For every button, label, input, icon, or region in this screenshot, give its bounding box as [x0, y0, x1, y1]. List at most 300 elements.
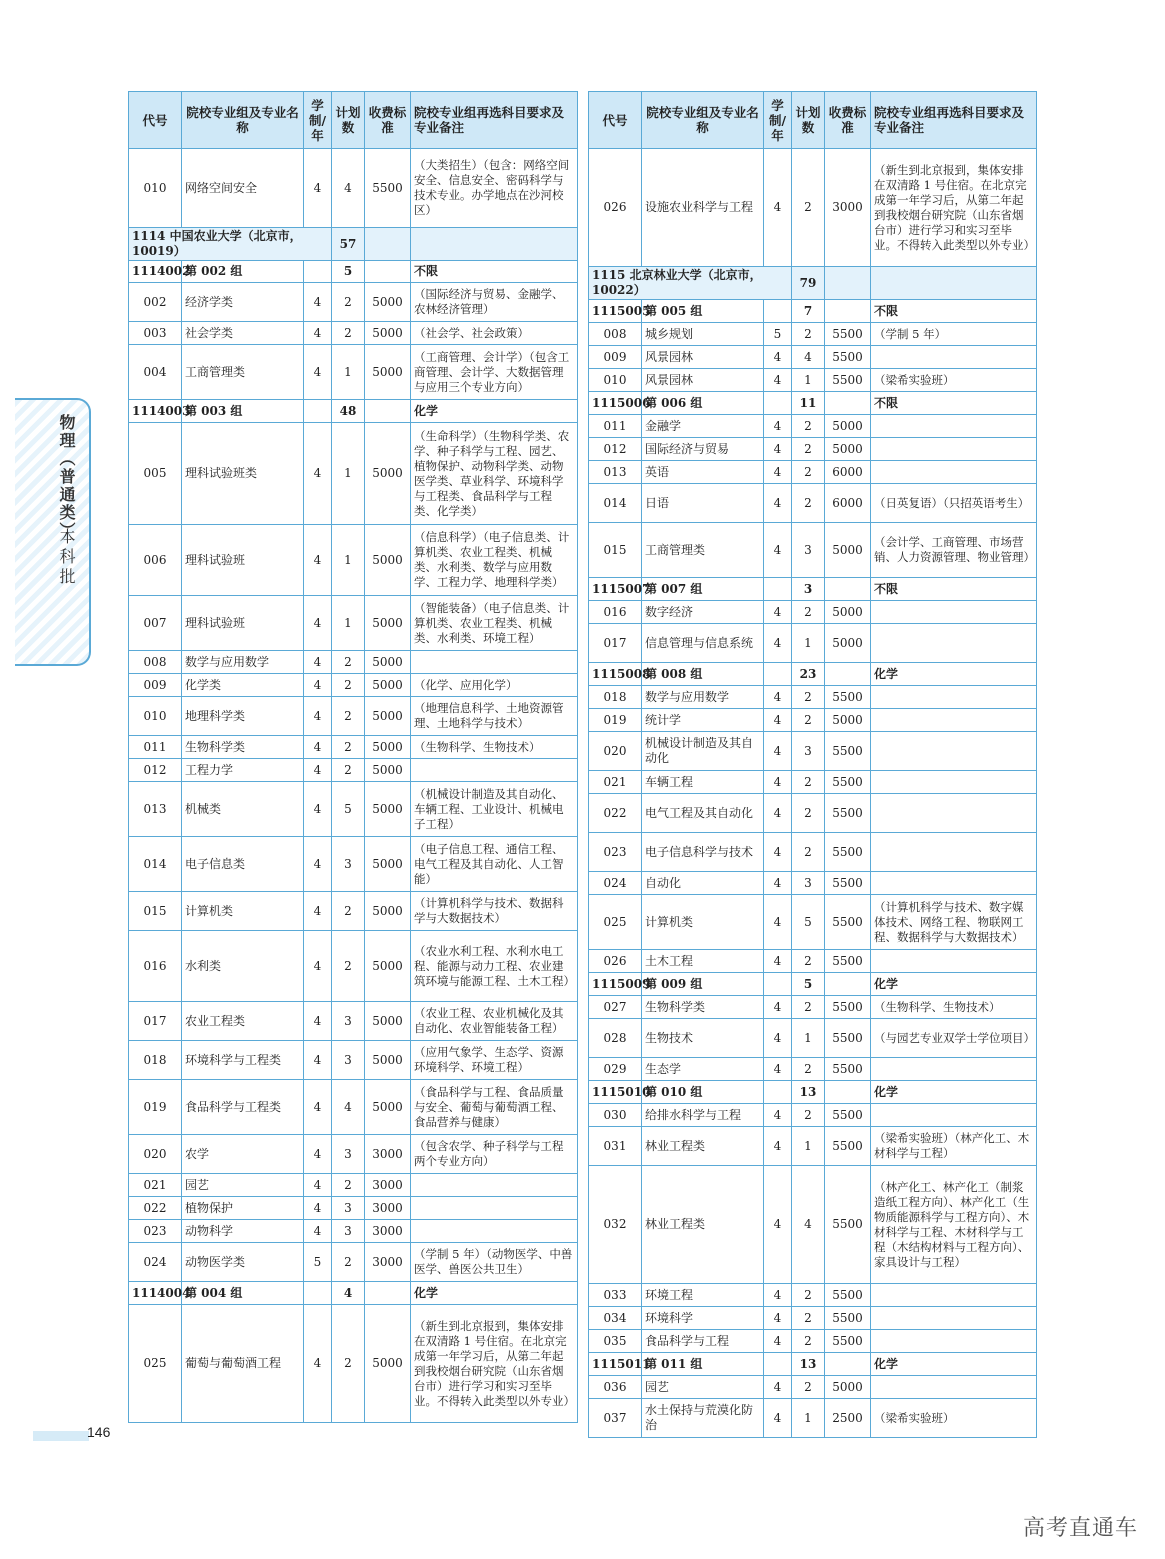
major-remark: [411, 1220, 578, 1243]
major-code: 014: [129, 837, 182, 892]
major-remark: [871, 1307, 1037, 1330]
major-plan: 3: [332, 837, 365, 892]
major-remark: （会计学、工商管理、市场营销、人力资源管理、物业管理）: [871, 523, 1037, 578]
table-row: [589, 996, 1037, 1019]
major-code: 012: [589, 438, 642, 461]
major-years: 4: [764, 833, 792, 872]
major-fee: 5500: [825, 1058, 871, 1081]
major-fee: 5000: [365, 674, 411, 697]
major-remark: [871, 732, 1037, 771]
group-plan: 13: [792, 1081, 825, 1104]
major-code: 014: [589, 484, 642, 523]
major-plan: 4: [792, 1166, 825, 1284]
major-years: 4: [304, 149, 332, 228]
group-requirement: 化学: [871, 973, 1037, 996]
major-name: 电子信息类: [182, 837, 304, 892]
major-code: 017: [129, 1002, 182, 1041]
major-name: 理科试验班: [182, 525, 304, 596]
major-plan: 2: [792, 950, 825, 973]
major-years: 4: [764, 523, 792, 578]
table-row: [129, 149, 578, 228]
major-years: 4: [304, 892, 332, 931]
group-plan: 3: [792, 578, 825, 601]
empty-cell: [825, 392, 871, 415]
major-years: 4: [764, 149, 792, 267]
table-row: [589, 1058, 1037, 1081]
table-row: [129, 1080, 578, 1135]
table-row: [589, 794, 1037, 833]
group-row: [589, 578, 1037, 601]
major-years: 4: [304, 1197, 332, 1220]
major-name: 农业工程类: [182, 1002, 304, 1041]
major-years: 4: [304, 759, 332, 782]
major-remark: （计算机科学与技术、数据科学与大数据技术）: [411, 892, 578, 931]
major-name: 生物科学类: [182, 736, 304, 759]
major-name: 计算机类: [642, 895, 764, 950]
major-fee: 6000: [825, 484, 871, 523]
major-name: 国际经济与贸易: [642, 438, 764, 461]
major-remark: （学制 5 年）（动物医学、中兽医学、兽医公共卫生）: [411, 1243, 578, 1282]
major-remark: （生命科学）（生物科学类、农学、种子科学与工程、园艺、植物保护、动物科学类、动物医学类、草业科学、环境科学与工程类、食品科学与工程类、化学类）: [411, 423, 578, 525]
table-row: [589, 369, 1037, 392]
major-plan: 1: [332, 423, 365, 525]
major-code: 018: [129, 1041, 182, 1080]
major-plan: 1: [792, 1399, 825, 1438]
group-name: 第 006 组: [642, 392, 764, 415]
major-plan: 2: [792, 771, 825, 794]
major-plan: 2: [792, 149, 825, 267]
empty-cell: [304, 261, 332, 283]
empty-cell: [825, 1353, 871, 1376]
major-fee: 5000: [365, 1305, 411, 1423]
major-name: 土木工程: [642, 950, 764, 973]
major-years: 4: [764, 461, 792, 484]
empty-cell: [825, 578, 871, 601]
major-fee: 5500: [825, 771, 871, 794]
major-name: 电气工程及其自动化: [642, 794, 764, 833]
major-plan: 3: [332, 1002, 365, 1041]
group-plan: 13: [792, 1353, 825, 1376]
major-name: 化学类: [182, 674, 304, 697]
major-code: 023: [589, 833, 642, 872]
major-years: 4: [764, 1307, 792, 1330]
major-name: 林业工程类: [642, 1127, 764, 1166]
major-code: 024: [129, 1243, 182, 1282]
group-name: 第 003 组: [182, 400, 304, 423]
major-name: 环境科学: [642, 1307, 764, 1330]
major-remark: [871, 601, 1037, 624]
major-name: 食品科学与工程: [642, 1330, 764, 1353]
major-fee: 5000: [365, 697, 411, 736]
major-years: 4: [304, 1305, 332, 1423]
major-plan: 2: [792, 1104, 825, 1127]
group-code: 1115005: [589, 300, 642, 323]
major-fee: 5000: [825, 1376, 871, 1399]
major-fee: 5500: [365, 149, 411, 228]
empty-cell: [871, 267, 1037, 300]
major-years: 4: [764, 1104, 792, 1127]
major-remark: [871, 1104, 1037, 1127]
major-fee: 5500: [825, 872, 871, 895]
major-fee: 5500: [825, 950, 871, 973]
major-name: 机械设计制造及其自动化: [642, 732, 764, 771]
major-code: 019: [129, 1080, 182, 1135]
table-row: [589, 1284, 1037, 1307]
major-code: 009: [589, 346, 642, 369]
major-name: 理科试验班: [182, 596, 304, 651]
group-row: [589, 1081, 1037, 1104]
table-row: [589, 484, 1037, 523]
major-plan: 2: [792, 323, 825, 346]
major-name: 数学与应用数学: [182, 651, 304, 674]
group-requirement: 不限: [871, 300, 1037, 323]
major-code: 027: [589, 996, 642, 1019]
major-fee: 5000: [365, 651, 411, 674]
major-plan: 2: [792, 794, 825, 833]
major-fee: 5000: [365, 423, 411, 525]
major-code: 036: [589, 1376, 642, 1399]
major-remark: （新生到北京报到，集体安排在双清路 1 号住宿。在北京完成第一年学习后，从第二年起到我校烟台研究院（山东省烟台市）进行学习和实习至毕业。不得转入此类型以外专业）: [871, 149, 1037, 267]
major-fee: 3000: [365, 1220, 411, 1243]
group-requirement: 化学: [871, 1353, 1037, 1376]
table-row: [129, 525, 578, 596]
major-remark: （社会学、社会政策）: [411, 322, 578, 345]
major-fee: 5500: [825, 732, 871, 771]
major-fee: 5000: [365, 596, 411, 651]
major-remark: （食品科学与工程、食品质量与安全、葡萄与葡萄酒工程、食品营养与健康）: [411, 1080, 578, 1135]
major-remark: （化学、应用化学）: [411, 674, 578, 697]
major-fee: 3000: [825, 149, 871, 267]
major-plan: 2: [792, 438, 825, 461]
major-name: 水利类: [182, 931, 304, 1002]
major-plan: 3: [332, 1041, 365, 1080]
group-row: [589, 1353, 1037, 1376]
major-name: 数学与应用数学: [642, 686, 764, 709]
header-plan: 计划数: [332, 92, 365, 149]
major-years: 4: [304, 1135, 332, 1174]
table-row: [589, 1376, 1037, 1399]
major-code: 002: [129, 283, 182, 322]
major-years: 4: [764, 794, 792, 833]
table-row: [589, 461, 1037, 484]
major-years: 4: [764, 950, 792, 973]
major-years: 4: [764, 438, 792, 461]
major-plan: 2: [792, 1058, 825, 1081]
table-row: [589, 950, 1037, 973]
major-remark: [871, 438, 1037, 461]
major-years: 4: [304, 345, 332, 400]
major-fee: 5000: [365, 525, 411, 596]
major-years: 4: [304, 736, 332, 759]
group-name: 第 004 组: [182, 1282, 304, 1305]
major-years: 4: [304, 1041, 332, 1080]
major-name: 生物技术: [642, 1019, 764, 1058]
major-plan: 1: [792, 369, 825, 392]
major-code: 006: [129, 525, 182, 596]
table-row: [129, 1041, 578, 1080]
major-name: 园艺: [642, 1376, 764, 1399]
major-plan: 2: [792, 686, 825, 709]
major-remark: [871, 686, 1037, 709]
major-years: 4: [764, 1019, 792, 1058]
group-plan: 4: [332, 1282, 365, 1305]
table-row: [129, 1220, 578, 1243]
major-fee: 5500: [825, 346, 871, 369]
table-row: [129, 283, 578, 322]
empty-cell: [764, 1081, 792, 1104]
major-plan: 4: [792, 346, 825, 369]
table-row: [589, 1166, 1037, 1284]
major-remark: （大类招生）（包含：网络空间安全、信息安全、密码科学与技术专业。办学地点在沙河校区）: [411, 149, 578, 228]
major-remark: [871, 794, 1037, 833]
major-years: 4: [304, 1002, 332, 1041]
major-code: 005: [129, 423, 182, 525]
major-plan: 1: [332, 596, 365, 651]
group-plan: 5: [332, 261, 365, 283]
major-plan: 2: [792, 484, 825, 523]
empty-cell: [365, 261, 411, 283]
major-name: 农学: [182, 1135, 304, 1174]
major-fee: 5000: [365, 782, 411, 837]
major-remark: [411, 1197, 578, 1220]
major-code: 028: [589, 1019, 642, 1058]
group-plan: 11: [792, 392, 825, 415]
major-years: 4: [304, 525, 332, 596]
group-plan: 48: [332, 400, 365, 423]
major-remark: （地理信息科学、土地资源管理、土地科学与技术）: [411, 697, 578, 736]
major-remark: [871, 950, 1037, 973]
major-name: 机械类: [182, 782, 304, 837]
major-remark: [871, 346, 1037, 369]
school-title: 1114 中国农业大学（北京市，10019）: [129, 228, 332, 261]
major-name: 理科试验班类: [182, 423, 304, 525]
header-remarks: 院校专业组再选科目要求及专业备注: [411, 92, 578, 149]
table-row: [589, 771, 1037, 794]
table-row: [129, 1197, 578, 1220]
major-fee: 5000: [825, 523, 871, 578]
major-code: 011: [589, 415, 642, 438]
major-remark: （工商管理、会计学）（包含工商管理、会计学、大数据管理与应用三个专业方向）: [411, 345, 578, 400]
group-name: 第 008 组: [642, 663, 764, 686]
major-remark: （林产化工、林产化工（制浆造纸工程方向）、林产化工（生物质能源科学与工程方向）、木材科学与工程、木材科学与工程（木结构材料与工程方向）、家具设计与工程）: [871, 1166, 1037, 1284]
major-years: 4: [764, 709, 792, 732]
major-plan: 3: [332, 1197, 365, 1220]
major-code: 025: [129, 1305, 182, 1423]
major-plan: 2: [332, 892, 365, 931]
major-code: 003: [129, 322, 182, 345]
table-row: [129, 736, 578, 759]
major-name: 英语: [642, 461, 764, 484]
empty-cell: [825, 300, 871, 323]
major-years: 4: [764, 369, 792, 392]
major-years: 4: [304, 596, 332, 651]
major-code: 016: [589, 601, 642, 624]
empty-cell: [365, 228, 411, 261]
table-row: [129, 1305, 578, 1423]
table-row: [129, 782, 578, 837]
header-years: 学制/年: [304, 92, 332, 149]
group-name: 第 005 组: [642, 300, 764, 323]
group-row: [589, 392, 1037, 415]
major-plan: 1: [792, 624, 825, 663]
major-code: 031: [589, 1127, 642, 1166]
major-name: 经济学类: [182, 283, 304, 322]
major-fee: 5500: [825, 686, 871, 709]
major-name: 数字经济: [642, 601, 764, 624]
major-code: 016: [129, 931, 182, 1002]
major-years: 4: [764, 895, 792, 950]
major-name: 葡萄与葡萄酒工程: [182, 1305, 304, 1423]
table-row: [589, 686, 1037, 709]
major-remark: [871, 1330, 1037, 1353]
major-fee: 5500: [825, 895, 871, 950]
table-row: [589, 1307, 1037, 1330]
major-fee: 5000: [365, 759, 411, 782]
group-requirement: 不限: [871, 392, 1037, 415]
major-name: 计算机类: [182, 892, 304, 931]
major-plan: 2: [332, 1305, 365, 1423]
major-years: 4: [304, 1220, 332, 1243]
group-code: 1115007: [589, 578, 642, 601]
major-name: 自动化: [642, 872, 764, 895]
major-plan: 2: [332, 736, 365, 759]
major-years: 4: [764, 732, 792, 771]
major-remark: （农业水利工程、水利水电工程、能源与动力工程、农业建筑环境与能源工程、土木工程）: [411, 931, 578, 1002]
major-remark: [871, 771, 1037, 794]
major-years: 4: [764, 1399, 792, 1438]
major-code: 022: [129, 1197, 182, 1220]
group-name: 第 011 组: [642, 1353, 764, 1376]
empty-cell: [825, 267, 871, 300]
major-years: 4: [304, 322, 332, 345]
major-plan: 2: [792, 709, 825, 732]
header-name: 院校专业组及专业名称: [642, 92, 764, 149]
major-remark: [871, 1058, 1037, 1081]
school-title: 1115 北京林业大学（北京市，10022）: [589, 267, 792, 300]
major-remark: （信息科学）（电子信息类、计算机类、农业工程类、机械类、水利类、数学与应用数学、工程力学、地理科学类）: [411, 525, 578, 596]
major-remark: （梁希实验班）（林产化工、木材科学与工程）: [871, 1127, 1037, 1166]
major-remark: （梁希实验班）: [871, 369, 1037, 392]
table-row: [129, 931, 578, 1002]
page-number: 146: [87, 1424, 111, 1440]
header-name: 院校专业组及专业名称: [182, 92, 304, 149]
table-header-row: [129, 92, 578, 149]
group-code: 1115011: [589, 1353, 642, 1376]
group-code: 1114003: [129, 400, 182, 423]
table-row: [589, 415, 1037, 438]
group-requirement: 化学: [871, 663, 1037, 686]
table-row: [589, 732, 1037, 771]
major-remark: [871, 1376, 1037, 1399]
major-fee: 3000: [365, 1174, 411, 1197]
major-name: 金融学: [642, 415, 764, 438]
major-years: 4: [304, 283, 332, 322]
group-code: 1114004: [129, 1282, 182, 1305]
group-row: [129, 400, 578, 423]
major-plan: 2: [792, 1330, 825, 1353]
major-plan: 2: [792, 415, 825, 438]
side-section-tab: [15, 398, 91, 666]
table-row: [129, 697, 578, 736]
major-plan: 5: [332, 782, 365, 837]
major-name: 环境工程: [642, 1284, 764, 1307]
table-row: [589, 523, 1037, 578]
major-years: 4: [764, 415, 792, 438]
major-name: 风景园林: [642, 369, 764, 392]
empty-cell: [825, 1081, 871, 1104]
group-name: 第 002 组: [182, 261, 304, 283]
major-years: 4: [764, 1376, 792, 1399]
major-years: 4: [764, 1330, 792, 1353]
major-plan: 1: [332, 525, 365, 596]
major-fee: 5000: [825, 624, 871, 663]
major-plan: 4: [332, 1080, 365, 1135]
major-code: 018: [589, 686, 642, 709]
major-name: 日语: [642, 484, 764, 523]
major-plan: 3: [792, 732, 825, 771]
major-plan: 2: [332, 1243, 365, 1282]
major-remark: （生物科学、生物技术）: [411, 736, 578, 759]
major-years: 5: [304, 1243, 332, 1282]
major-plan: 5: [792, 895, 825, 950]
major-name: 社会学类: [182, 322, 304, 345]
table-row: [129, 759, 578, 782]
major-remark: （国际经济与贸易、金融学、农林经济管理）: [411, 283, 578, 322]
major-fee: 5000: [365, 1041, 411, 1080]
header-code: 代号: [589, 92, 642, 149]
table-row: [589, 323, 1037, 346]
major-plan: 2: [332, 283, 365, 322]
side-tab-subject: 物理（普通类）: [57, 414, 76, 540]
table-row: [589, 149, 1037, 267]
major-remark: （机械设计制造及其自动化、车辆工程、工业设计、机械电子工程）: [411, 782, 578, 837]
major-plan: 2: [332, 697, 365, 736]
major-name: 网络空间安全: [182, 149, 304, 228]
major-code: 008: [129, 651, 182, 674]
major-name: 电子信息科学与技术: [642, 833, 764, 872]
group-row: [589, 300, 1037, 323]
major-fee: 3000: [365, 1135, 411, 1174]
major-remark: （日英复语）（只招英语考生）: [871, 484, 1037, 523]
major-name: 动物医学类: [182, 1243, 304, 1282]
empty-cell: [764, 1353, 792, 1376]
major-name: 生态学: [642, 1058, 764, 1081]
major-years: 4: [764, 872, 792, 895]
major-fee: 5000: [825, 709, 871, 732]
major-code: 013: [589, 461, 642, 484]
major-plan: 3: [792, 872, 825, 895]
header-years: 学制/年: [764, 92, 792, 149]
major-name: 工商管理类: [182, 345, 304, 400]
group-code: 1114002: [129, 261, 182, 283]
major-name: 动物科学: [182, 1220, 304, 1243]
table-row: [589, 1330, 1037, 1353]
group-name: 第 009 组: [642, 973, 764, 996]
major-fee: 5000: [365, 892, 411, 931]
major-code: 020: [589, 732, 642, 771]
major-years: 4: [764, 771, 792, 794]
major-code: 023: [129, 1220, 182, 1243]
major-years: 4: [764, 686, 792, 709]
empty-cell: [764, 300, 792, 323]
major-remark: （农业工程、农业机械化及其自动化、农业智能装备工程）: [411, 1002, 578, 1041]
major-code: 026: [589, 149, 642, 267]
table-row: [589, 895, 1037, 950]
header-fee: 收费标准: [825, 92, 871, 149]
school-row: [129, 228, 578, 261]
major-remark: [871, 709, 1037, 732]
major-plan: 3: [332, 1135, 365, 1174]
